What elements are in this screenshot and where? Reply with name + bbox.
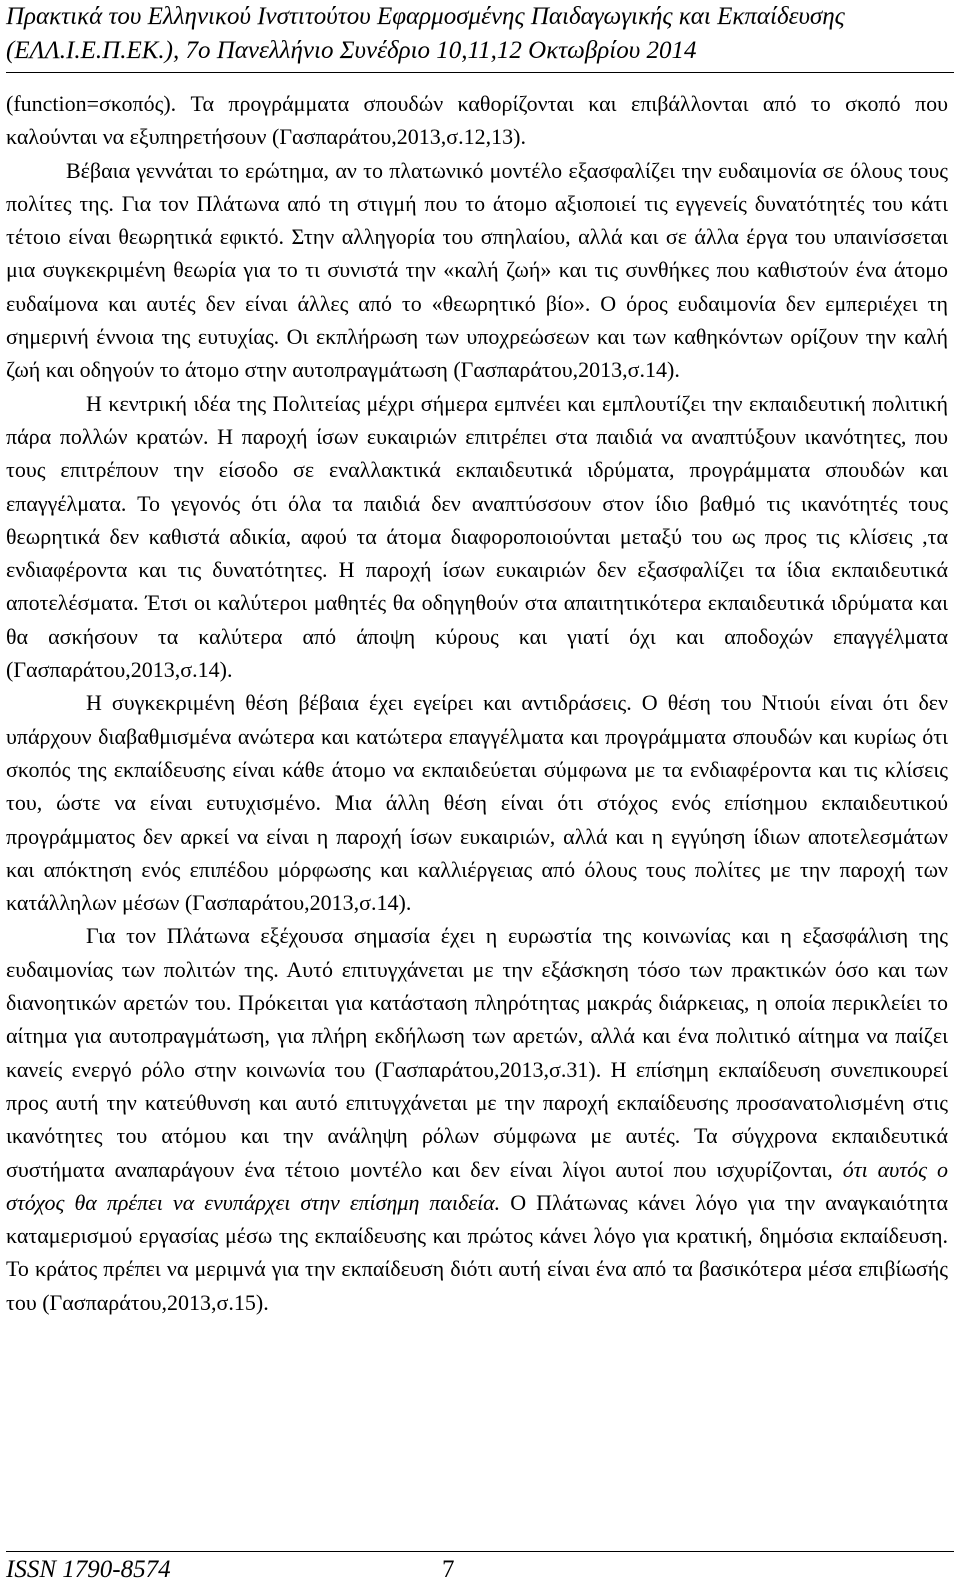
paragraph-5-text-after: Ο Πλάτωνας κάνει λόγο για την αναγκαιότητα καταμερισμού εργασίας μέσω της εκπαίδευσης και πρώτος κάνει λόγο για κρατική, δημόσια εκπαίδευση. Το κράτος πρέπει να μεριμνά για την εκπαίδευση διότι αυτή είναι ένα από τα βασικότερα μέσα επιβίωσής του (Γασπαράτου,2013,σ.15). xyxy=(6,1189,948,1315)
body-text xyxy=(6,87,948,1319)
paragraph-4: Η συγκεκριμένη θέση βέβαια έχει εγείρει και αντιδράσεις. Ο θέση του Ντιούι είναι ότι δεν υπάρχουν διαβαθμισμένα ανώτερα και κατώτερα επαγγέλματα και προγράμματα σπουδών και κυρίως ότι σκοπός της εκπαίδευσης είναι κάθε άτομο να εκπαιδεύεται σύμφωνα με τα ενδιαφέροντα και τις κλίσεις του, ώστε να είναι ευτυχισμένο. Μια άλλη θέση είναι ότι στόχος ενός επίσημου εκπαιδευτικού προγράμματος δεν αρκεί να είναι η παροχή ίσων ευκαιριών, αλλά και η εγγύηση ίδιων αποτελεσμάτων και απόκτηση ενός επιπέδου μόρφωσης και καλλιέργειας από όλους τους πολίτες με την παροχή των κατάλληλων μέσων (Γασπαράτου,2013,σ.14). xyxy=(6,690,948,916)
paragraph-1: (function=σκοπός). Τα προγράμματα σπουδών καθορίζονται και επιβάλλονται από το σκοπό που καλούνται να εξυπηρετήσουν (Γασπαράτου,2013,σ.12,13). xyxy=(6,91,948,150)
paragraph-5 xyxy=(6,919,948,1319)
page-footer xyxy=(6,1556,954,1592)
footer-divider xyxy=(6,1551,954,1552)
paragraph-5-text-before: Για τον Πλάτωνα εξέχουσα σημασία έχει η ευρωστία της κοινωνίας και η εξασφάλιση της ευδαιμονίας των πολιτών της. Αυτό επιτυγχάνεται με την εξάσκηση τόσο των πρακτικών όσο και των διανοητικών αρετών του. Πρόκειται για κατάσταση πληρότητας μακράς διάρκειας, η οποία περικλείει το αίτημα για αυτοπραγμάτωση, για πλήρη εκδήλωση των αρετών, αλλά και ένα πολιτικό αίτημα να παίζει κανείς ενεργό ρόλο στην κοινωνία του (Γασπαράτου,2013,σ.31). Η επίσημη εκπαίδευση συνεπικουρεί προς αυτή την κατεύθυνση και αυτό επιτυγχάνεται με την παροχή εκπαίδευσης προσανατολισμένη στις ικανότητες του ατόμου και την ανάληψη ρόλων σύμφωνα με αυτές. Τα σύγχρονα εκπαιδευτικά συστήματα αναπαράγουν ένα τέτοιο μοντέλο και δεν είναι λίγοι αυτοί που ισχυρίζονται, xyxy=(6,923,948,1182)
issn-label: ISSN 1790-8574 xyxy=(6,1556,171,1583)
header-line-1: Πρακτικά του Ελληνικού Ινστιτούτου Εφαρμοσμένης Παιδαγωγικής και Εκπαίδευσης xyxy=(6,3,845,30)
paragraph-3: Η κεντρική ιδέα της Πολιτείας μέχρι σήμερα εμπνέει και εμπλουτίζει την εκπαιδευτική πολιτική πάρα πολλών κρατών. Η παροχή ίσων ευκαιριών επιτρέπει στα παιδιά να αναπτύξουν ικανότητες, που τους επιτρέπουν την είσοδο σε εναλλακτικά εκπαιδευτικά ιδρύματα, προγράμματα σπουδών και επαγγέλματα. Το γεγονός ότι όλα τα παιδιά δεν αναπτύσσουν στον ίδιο βαθμό τις ικανότητές τους θεωρητικά δεν καθιστά αδικία, αφού τα άτομα διαφοροποιούνται μεταξύ του ως προς τις κλίσεις ,τα ενδιαφέροντα και τις δυνατότητες. Η παροχή ίσων ευκαιριών δεν εξασφαλίζει τα ίδια εκπαιδευτικά αποτελέσματα. Έτσι οι καλύτεροι μαθητές θα οδηγηθούν στα απαιτητικότερα εκπαιδευτικά ιδρύματα και θα ασκήσουν τα καλύτερα από άποψη κύρους και γιατί όχι και αποδοχών επαγγέλματα (Γασπαράτου,2013,σ.14). xyxy=(6,390,948,683)
header-line-2: (ΕΛΛ.Ι.Ε.Π.ΕΚ.), 7ο Πανελλήνιο Συνέδριο 10,11,12 Οκτωβρίου 2014 xyxy=(6,37,697,64)
header-divider xyxy=(6,72,954,73)
paragraph-5-italic-quote: ότι αυτός ο στόχος θα πρέπει να ενυπάρχει στην επίσημη παιδεία. xyxy=(6,1156,949,1215)
page-number: 7 xyxy=(442,1556,455,1583)
running-header xyxy=(6,0,954,68)
paragraph-2: Βέβαια γεννάται το ερώτημα, αν το πλατωνικό μοντέλο εξασφαλίζει την ευδαιμονία σε όλους τους πολίτες της. Για τον Πλάτωνα από τη στιγμή που το άτομο αξιοποιεί τις εγγενείς δυνατότητές του κάτι τέτοιο είναι θεωρητικά εφικτό. Στην αλληγορία του σπηλαίου, αλλά και σε άλλα έργα του υπαινίσσεται μια συγκεκριμένη θεωρία για το τι συνιστά την «καλή ζωή» και τις συνθήκες που καθιστούν ένα άτομο ευδαίμονα και αυτές δεν είναι άλλες από το «θεωρητικό βίο». Ο όρος ευδαιμονία δεν εμπεριέχει τη σημερινή έννοια της ευτυχίας. Οι εκπλήρωση των υποχρεώσεων και των καθηκόντων ορίζουν την καλή ζωή και οδηγούν το άτομο στην αυτοπραγμάτωση (Γασπαράτου,2013,σ.14). xyxy=(6,157,948,383)
